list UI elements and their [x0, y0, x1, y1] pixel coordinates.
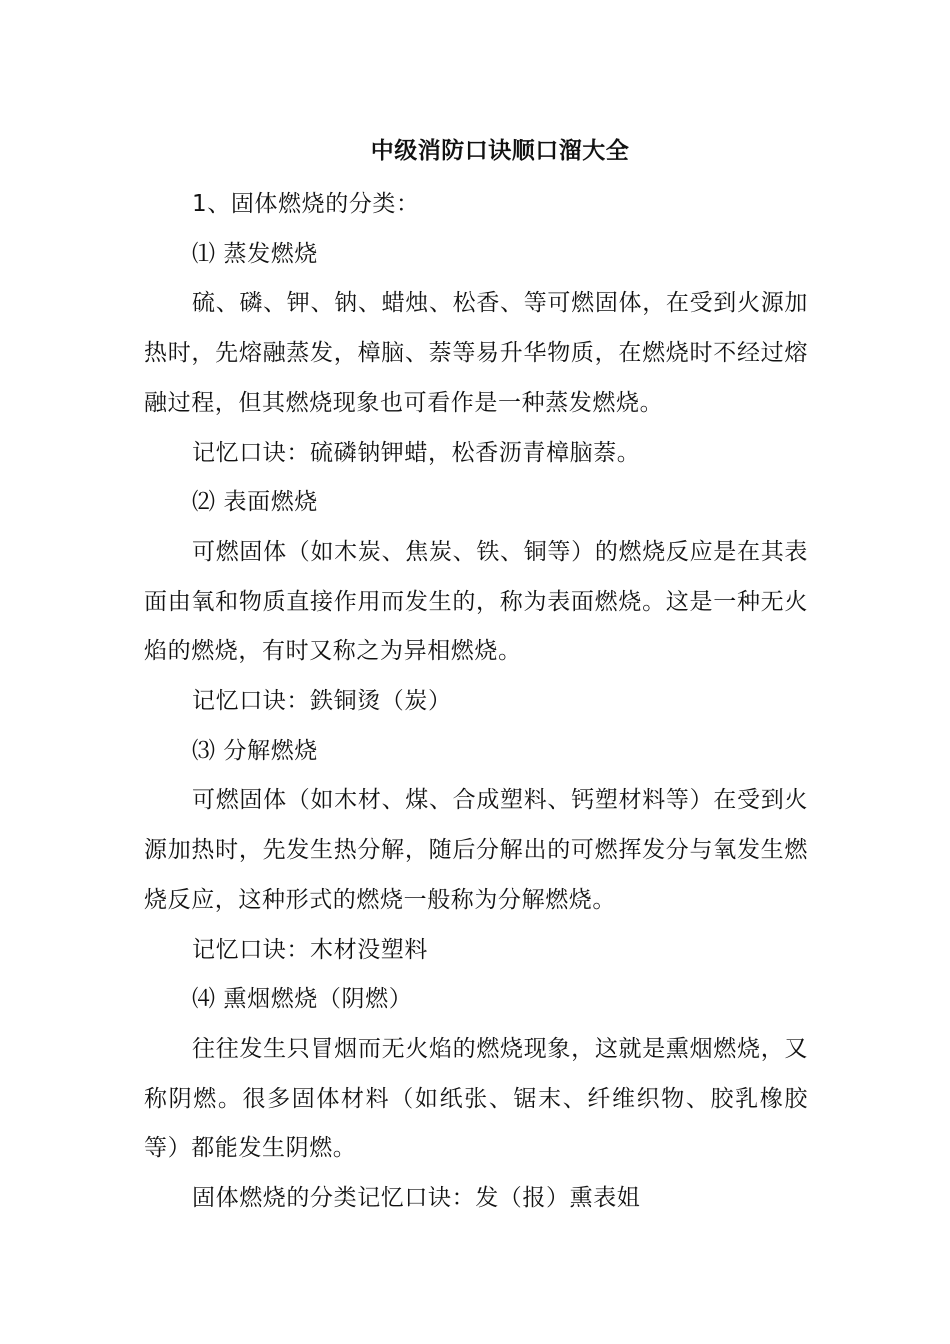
- subheading-surface-combustion: ⑵ 表面燃烧: [192, 489, 318, 516]
- paragraph-evaporation-description: 硫、磷、钾、钠、蜡烛、松香、等可燃固体，在受到火源加热时，先熔融蒸发，樟脑、萘等易升华物质，在燃烧时不经过熔融过程，但其燃烧现象也可看作是一种蒸发燃烧。: [144, 290, 808, 416]
- paragraph-surface-description: 可燃固体（如木炭、焦炭、铁、铜等）的燃烧反应是在其表面由氧和物质直接作用而发生的，称为表面燃烧。这是一种无火焰的燃烧，有时又称之为异相燃烧。: [144, 538, 808, 665]
- paragraph-decomposition-mnemonic: 记忆口诀：木材没塑料: [192, 936, 428, 963]
- subheading-decomposition-combustion: ⑶ 分解燃烧: [192, 737, 318, 764]
- document-body: [144, 180, 808, 1224]
- paragraph-evaporation-mnemonic: 记忆口诀：硫磷钠钾蜡，松香沥青樟脑萘。: [192, 439, 641, 466]
- page-title: 中级消防口诀顺口溜大全: [370, 138, 630, 164]
- section-heading: 1、固体燃烧的分类：: [192, 191, 420, 217]
- paragraph-decomposition-description: 可燃固体（如木材、煤、合成塑料、钙塑材料等）在受到火源加热时，先发生热分解，随后分解出的可燃挥发分与氧发生燃烧反应，这种形式的燃烧一般称为分解燃烧。: [144, 787, 808, 913]
- paragraph-smoldering-description: 往往发生只冒烟而无火焰的燃烧现象，这就是熏烟燃烧，又称阴燃。很多固体材料（如纸张、锯末、纤维织物、胶乳橡胶等）都能发生阴燃。: [144, 1035, 808, 1162]
- subheading-evaporation-combustion: ⑴ 蒸发燃烧: [192, 240, 318, 267]
- paragraph-surface-mnemonic: 记忆口诀：鉄铜烫（炭）: [192, 688, 452, 715]
- subheading-smoldering-combustion: ⑷ 熏烟燃烧（阴燃）: [192, 986, 413, 1013]
- paragraph-classification-mnemonic: 固体燃烧的分类记忆口诀：发（报）熏表姐: [192, 1185, 641, 1212]
